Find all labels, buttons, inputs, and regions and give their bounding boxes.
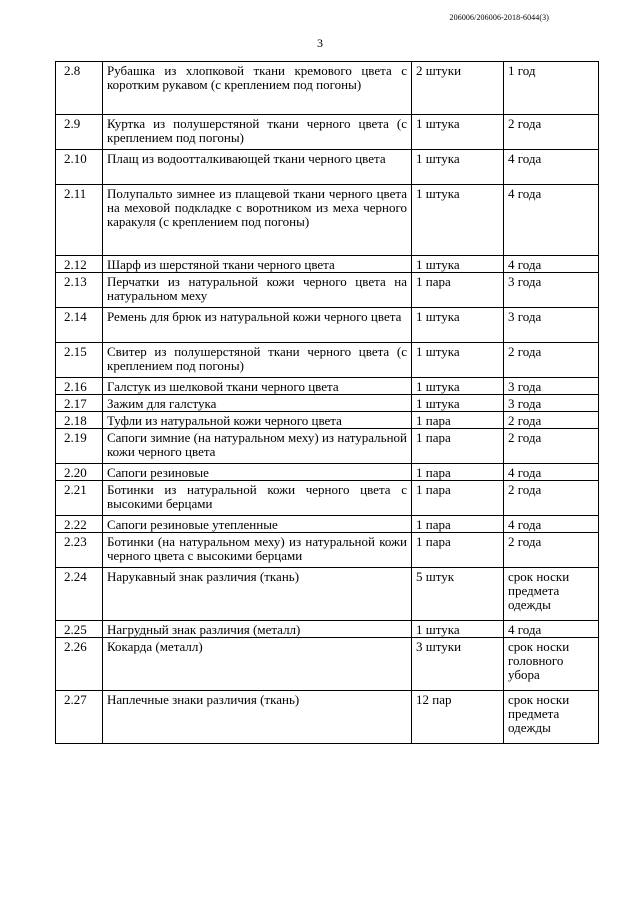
item-name: Сапоги резиновые — [103, 464, 412, 481]
item-quantity: 1 пара — [412, 533, 504, 568]
item-term: 1 год — [504, 62, 599, 115]
item-term: 4 года — [504, 256, 599, 273]
item-term: срок носки головного убора — [504, 638, 599, 691]
item-quantity: 1 штука — [412, 395, 504, 412]
item-name: Свитер из полушерстяной ткани черного цвета (с креплением под погоны) — [103, 343, 412, 378]
items-table — [55, 61, 599, 744]
item-number: 2.14 — [56, 308, 103, 343]
table-row — [56, 464, 599, 481]
item-number: 2.10 — [56, 150, 103, 185]
table-row — [56, 150, 599, 185]
item-quantity: 1 пара — [412, 273, 504, 308]
item-quantity: 1 пара — [412, 481, 504, 516]
item-quantity: 1 пара — [412, 429, 504, 464]
item-name: Ботинки (на натуральном меху) из натуральной кожи черного цвета с высокими берцами — [103, 533, 412, 568]
item-term: 4 года — [504, 185, 599, 256]
item-quantity: 5 штук — [412, 568, 504, 621]
item-term: 2 года — [504, 533, 599, 568]
item-number: 2.15 — [56, 343, 103, 378]
item-term: 4 года — [504, 621, 599, 638]
item-quantity: 1 штука — [412, 343, 504, 378]
item-number: 2.22 — [56, 516, 103, 533]
item-quantity: 1 пара — [412, 412, 504, 429]
item-quantity: 1 пара — [412, 464, 504, 481]
item-number: 2.16 — [56, 378, 103, 395]
table-row — [56, 621, 599, 638]
item-number: 2.11 — [56, 185, 103, 256]
item-number: 2.8 — [56, 62, 103, 115]
item-quantity: 1 штука — [412, 621, 504, 638]
item-quantity: 3 штуки — [412, 638, 504, 691]
item-quantity: 1 штука — [412, 150, 504, 185]
item-number: 2.24 — [56, 568, 103, 621]
item-name: Куртка из полушерстяной ткани черного цвета (с креплением под погоны) — [103, 115, 412, 150]
item-term: 2 года — [504, 481, 599, 516]
table-row — [56, 638, 599, 691]
item-term: 2 года — [504, 412, 599, 429]
item-term: 2 года — [504, 429, 599, 464]
item-term: 4 года — [504, 150, 599, 185]
item-name: Рубашка из хлопковой ткани кремового цвета с коротким рукавом (с креплением под погоны) — [103, 62, 412, 115]
item-name: Перчатки из натуральной кожи черного цвета на натуральном меху — [103, 273, 412, 308]
item-name: Шарф из шерстяной ткани черного цвета — [103, 256, 412, 273]
item-name: Кокарда (металл) — [103, 638, 412, 691]
table-row — [56, 481, 599, 516]
item-number: 2.26 — [56, 638, 103, 691]
table-row — [56, 256, 599, 273]
item-name: Сапоги резиновые утепленные — [103, 516, 412, 533]
item-number: 2.13 — [56, 273, 103, 308]
item-number: 2.20 — [56, 464, 103, 481]
item-number: 2.21 — [56, 481, 103, 516]
table-row — [56, 429, 599, 464]
table-row — [56, 62, 599, 115]
table-row — [56, 691, 599, 744]
item-name: Туфли из натуральной кожи черного цвета — [103, 412, 412, 429]
item-term: 3 года — [504, 308, 599, 343]
item-name: Наплечные знаки различия (ткань) — [103, 691, 412, 744]
item-quantity: 1 штука — [412, 115, 504, 150]
item-name: Нагрудный знак различия (металл) — [103, 621, 412, 638]
table-row — [56, 115, 599, 150]
item-name: Галстук из шелковой ткани черного цвета — [103, 378, 412, 395]
item-quantity: 1 пара — [412, 516, 504, 533]
item-term: 3 года — [504, 395, 599, 412]
item-number: 2.9 — [56, 115, 103, 150]
item-number: 2.18 — [56, 412, 103, 429]
item-term: 3 года — [504, 378, 599, 395]
item-name: Нарукавный знак различия (ткань) — [103, 568, 412, 621]
item-quantity: 12 пар — [412, 691, 504, 744]
document-id: 206006/206006-2018-6044(3) — [449, 13, 549, 22]
table-row — [56, 343, 599, 378]
item-number: 2.17 — [56, 395, 103, 412]
item-term: срок носки предмета одежды — [504, 568, 599, 621]
item-number: 2.23 — [56, 533, 103, 568]
item-name: Зажим для галстука — [103, 395, 412, 412]
table-row — [56, 308, 599, 343]
item-quantity: 1 штука — [412, 378, 504, 395]
item-number: 2.25 — [56, 621, 103, 638]
table-row — [56, 568, 599, 621]
table-row — [56, 395, 599, 412]
table-row — [56, 533, 599, 568]
item-name: Плащ из водоотталкивающей ткани черного цвета — [103, 150, 412, 185]
item-term: 2 года — [504, 343, 599, 378]
item-term: 4 года — [504, 464, 599, 481]
item-quantity: 1 штука — [412, 308, 504, 343]
table-row — [56, 378, 599, 395]
item-number: 2.19 — [56, 429, 103, 464]
page-number: 3 — [317, 36, 323, 50]
item-quantity: 1 штука — [412, 256, 504, 273]
item-term: срок носки предмета одежды — [504, 691, 599, 744]
item-term: 4 года — [504, 516, 599, 533]
item-quantity: 2 штуки — [412, 62, 504, 115]
item-quantity: 1 штука — [412, 185, 504, 256]
table-row — [56, 273, 599, 308]
table-row — [56, 412, 599, 429]
table-row — [56, 516, 599, 533]
table-row — [56, 185, 599, 256]
item-name: Полупальто зимнее из плащевой ткани черного цвета на меховой подкладке с воротником из меха черного каракуля (с креплением под погоны) — [103, 185, 412, 256]
item-name: Ботинки из натуральной кожи черного цвета с высокими берцами — [103, 481, 412, 516]
item-name: Ремень для брюк из натуральной кожи черного цвета — [103, 308, 412, 343]
item-name: Сапоги зимние (на натуральном меху) из натуральной кожи черного цвета — [103, 429, 412, 464]
item-term: 3 года — [504, 273, 599, 308]
item-number: 2.12 — [56, 256, 103, 273]
item-term: 2 года — [504, 115, 599, 150]
item-number: 2.27 — [56, 691, 103, 744]
